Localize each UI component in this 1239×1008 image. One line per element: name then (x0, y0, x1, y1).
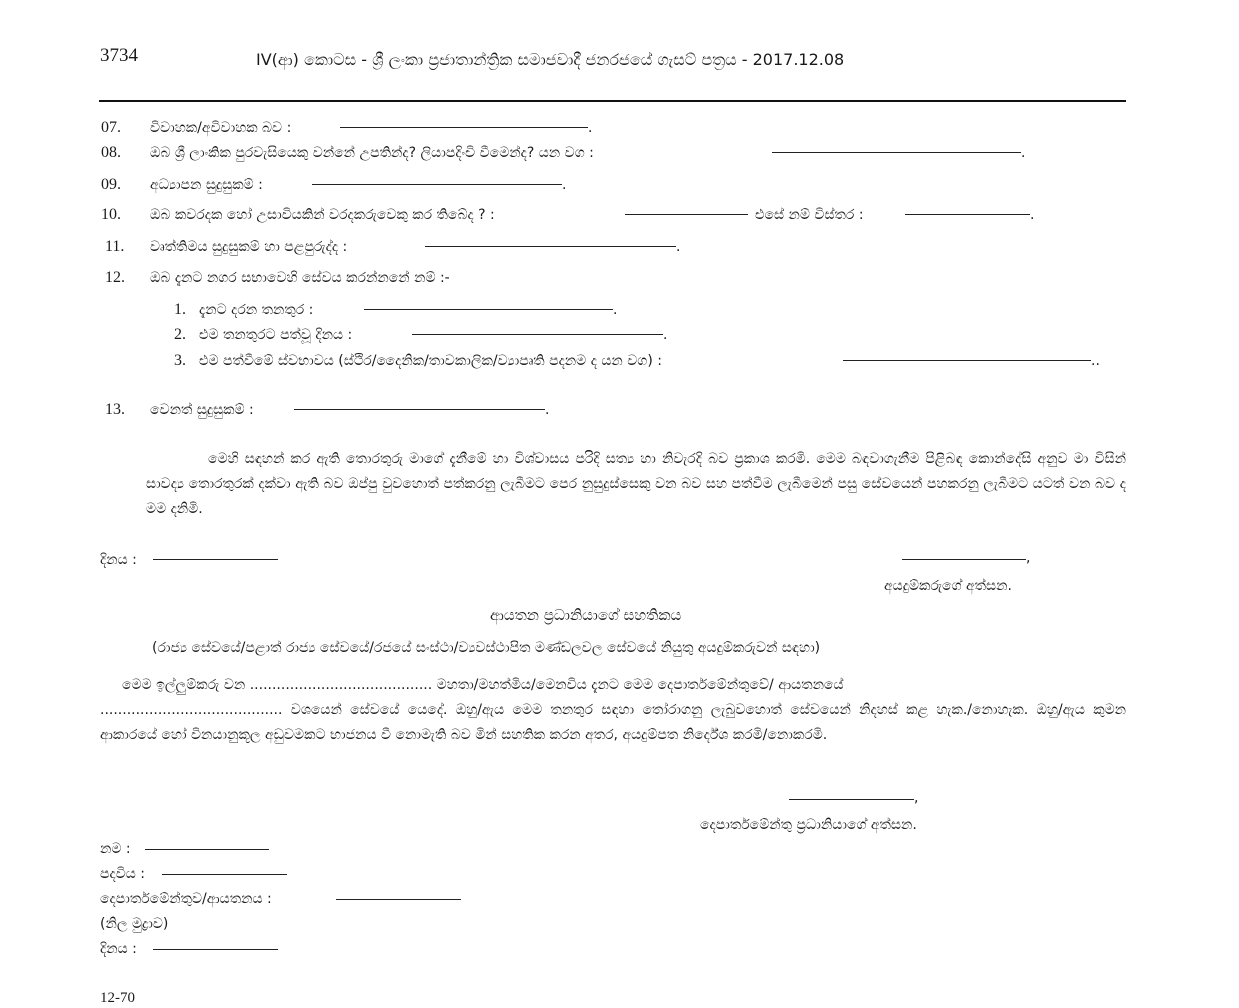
citizenship-field[interactable] (772, 152, 1021, 153)
item-number-12: 12. (105, 269, 125, 286)
comma: , (914, 790, 919, 806)
period: . (545, 402, 550, 418)
applicant-date-label: දිනය : (100, 552, 137, 568)
item-number-08: 08. (101, 144, 121, 161)
certificate-body: ......................................... වශයෙන් සේවයේ යෙදේ. ඔහු/ඇය මෙම තනතුර සඳහා තෝරාගනු ලැබුවහොත් සේවයෙන් නිදහස් කළ හැක./නොහැක. ඔහු/ඇය කුමන ආකාරයේ හෝ විනයානුකූල අඩුවමකට භාජනය වී නොමැති බව මින් සහතික කරන අතර, අයදුම්පත නිර්දේශ කරමි/නොකරමි. (100, 702, 1126, 743)
appointment-date-label: එම තනතුරට පත්වූ දිනය : (199, 327, 353, 343)
department-label: දෙපාර්තමේන්තුව/ආයතනය : (100, 891, 272, 907)
period: .. (1091, 353, 1100, 369)
head-signature-field[interactable] (789, 799, 914, 800)
page-number: 3734 (100, 45, 138, 66)
period: . (588, 120, 593, 136)
marital-status-field[interactable] (340, 127, 588, 128)
sub-item-number-1: 1. (174, 301, 186, 318)
applicant-signature-label: අයදුම්කරුගේ අත්සන. (884, 578, 1012, 594)
other-qualifications-label: වෙනත් සුදුසුකම් : (150, 402, 254, 418)
education-label: අධ්‍යාපන සුදුසුකම් : (150, 177, 263, 193)
comma: , (1026, 550, 1031, 566)
professional-qualifications-field[interactable] (425, 246, 676, 247)
period: . (1030, 207, 1035, 223)
item-number-07: 07. (101, 119, 121, 136)
appointment-nature-field[interactable] (843, 360, 1091, 361)
certificate-body-line1: මෙම ඉල්ලුම්කරු වන ......................................... මහතා/මහත්මිය/මෙනවිය දැනට මෙම දෙපාර්තමේන්තුවේ/ ආයතනයේ (122, 677, 844, 693)
sub-item-number-3: 3. (174, 352, 186, 369)
certificate-date-label: දිනය : (100, 941, 137, 957)
name-field[interactable] (145, 849, 269, 850)
item-number-09: 09. (101, 176, 121, 193)
designation-label: පදවිය : (100, 866, 145, 882)
education-field[interactable] (312, 184, 562, 185)
period: . (663, 327, 668, 343)
appointment-date-field[interactable] (412, 334, 663, 335)
marital-status-label: විවාහක/අවිවාහක බව : (150, 120, 292, 136)
department-field[interactable] (336, 899, 461, 900)
footer-code: 12-70 (100, 990, 135, 1006)
certificate-date-field[interactable] (153, 949, 278, 950)
item-number-10: 10. (101, 206, 121, 223)
current-post-label: දැනට දරන තනතුර : (199, 302, 314, 318)
gazette-header-title: IV(ආ) කොටස - ශ්‍රී ලංකා ප්‍රජාතාන්ත්‍රික සමාජවාදී ජනරජයේ ගැසට් පත්‍රය - 2017.12.08 (256, 50, 845, 69)
period: . (613, 302, 618, 318)
official-seal-label: (නිල මුද්‍රාව) (100, 916, 169, 932)
designation-field[interactable] (162, 874, 287, 875)
period: . (562, 177, 567, 193)
name-label: නම : (100, 841, 131, 857)
appointment-nature-label: එම පත්වීමේ ස්වභාවය (ස්ථිර/දෛනික/තාවකාලික/ව්‍යාපෘති පදනම ද යන වග) : (199, 353, 662, 369)
details-field[interactable] (905, 214, 1030, 215)
period: . (676, 239, 681, 255)
applicant-signature-field[interactable] (902, 559, 1026, 560)
current-service-label: ඔබ දැනට නගර සභාවෙහි සේවය කරන්නනේ නම් :- (150, 270, 450, 286)
other-qualifications-field[interactable] (294, 409, 545, 410)
item-number-13: 13. (105, 401, 125, 418)
conviction-label: ඔබ කවරදක හෝ උසාවියකින් වරදකරුවෙකු කර තිබේද ? : (150, 207, 495, 223)
applicant-date-field[interactable] (153, 559, 278, 560)
head-signature-label: දෙපාර්තමේන්තු ප්‍රධානියාගේ අත්සන. (700, 817, 917, 833)
details-label: එසේ නම් විස්තර : (755, 207, 864, 223)
professional-qualifications-label: වෘත්තිමය සුදුසුකම් හා පළපුරුද්ද : (150, 239, 348, 255)
certificate-title: ආයතන ප්‍රධානියාගේ සහතිකය (490, 606, 682, 624)
conviction-field[interactable] (625, 214, 748, 215)
certificate-subtitle: (රාජ්‍ය සේවයේ/පළාත් රාජ්‍ය සේවයේ/රජයේ සංස්ථා/ව්‍යවස්ථාපිත මණ්ඩලවල සේවයේ නියුතු අයදුම්කරුවන් සඳහා) (152, 640, 821, 656)
citizenship-label: ඔබ ශ්‍රී ලාංකික පුරවැසියෙකු වන්නේ උපතින්ද? ලියාපදිංචි වීමෙන්ද? යන වග : (150, 145, 594, 161)
current-post-field[interactable] (364, 309, 613, 310)
header-rule (99, 100, 1126, 102)
item-number-11: 11. (105, 238, 125, 255)
period: . (1021, 145, 1026, 161)
declaration-paragraph: මෙහි සඳහන් කර ඇති තොරතුරු මාගේ දැනීමේ හා විශ්වාසය පරිදි සත්‍ය හා නිවැරදි බව ප්‍රකාශ කරමි. මෙම බඳවාගැනීම පිළිබඳ කොන්දේසි අනුව මා විසින් සාවද්‍ය තොරතුරක් දක්වා ඇති බව ඔප්පු වුවහොත් පත්කරනු ලැබීමට පෙර නුසුදුස්සෙකු වන බව සහ පත්වීම ලැබීමෙන් පසු සේවයෙන් පහකරනු ලැබීමට යටත් වන බව ද මම දනිමි. (146, 451, 1126, 517)
sub-item-number-2: 2. (174, 326, 186, 343)
